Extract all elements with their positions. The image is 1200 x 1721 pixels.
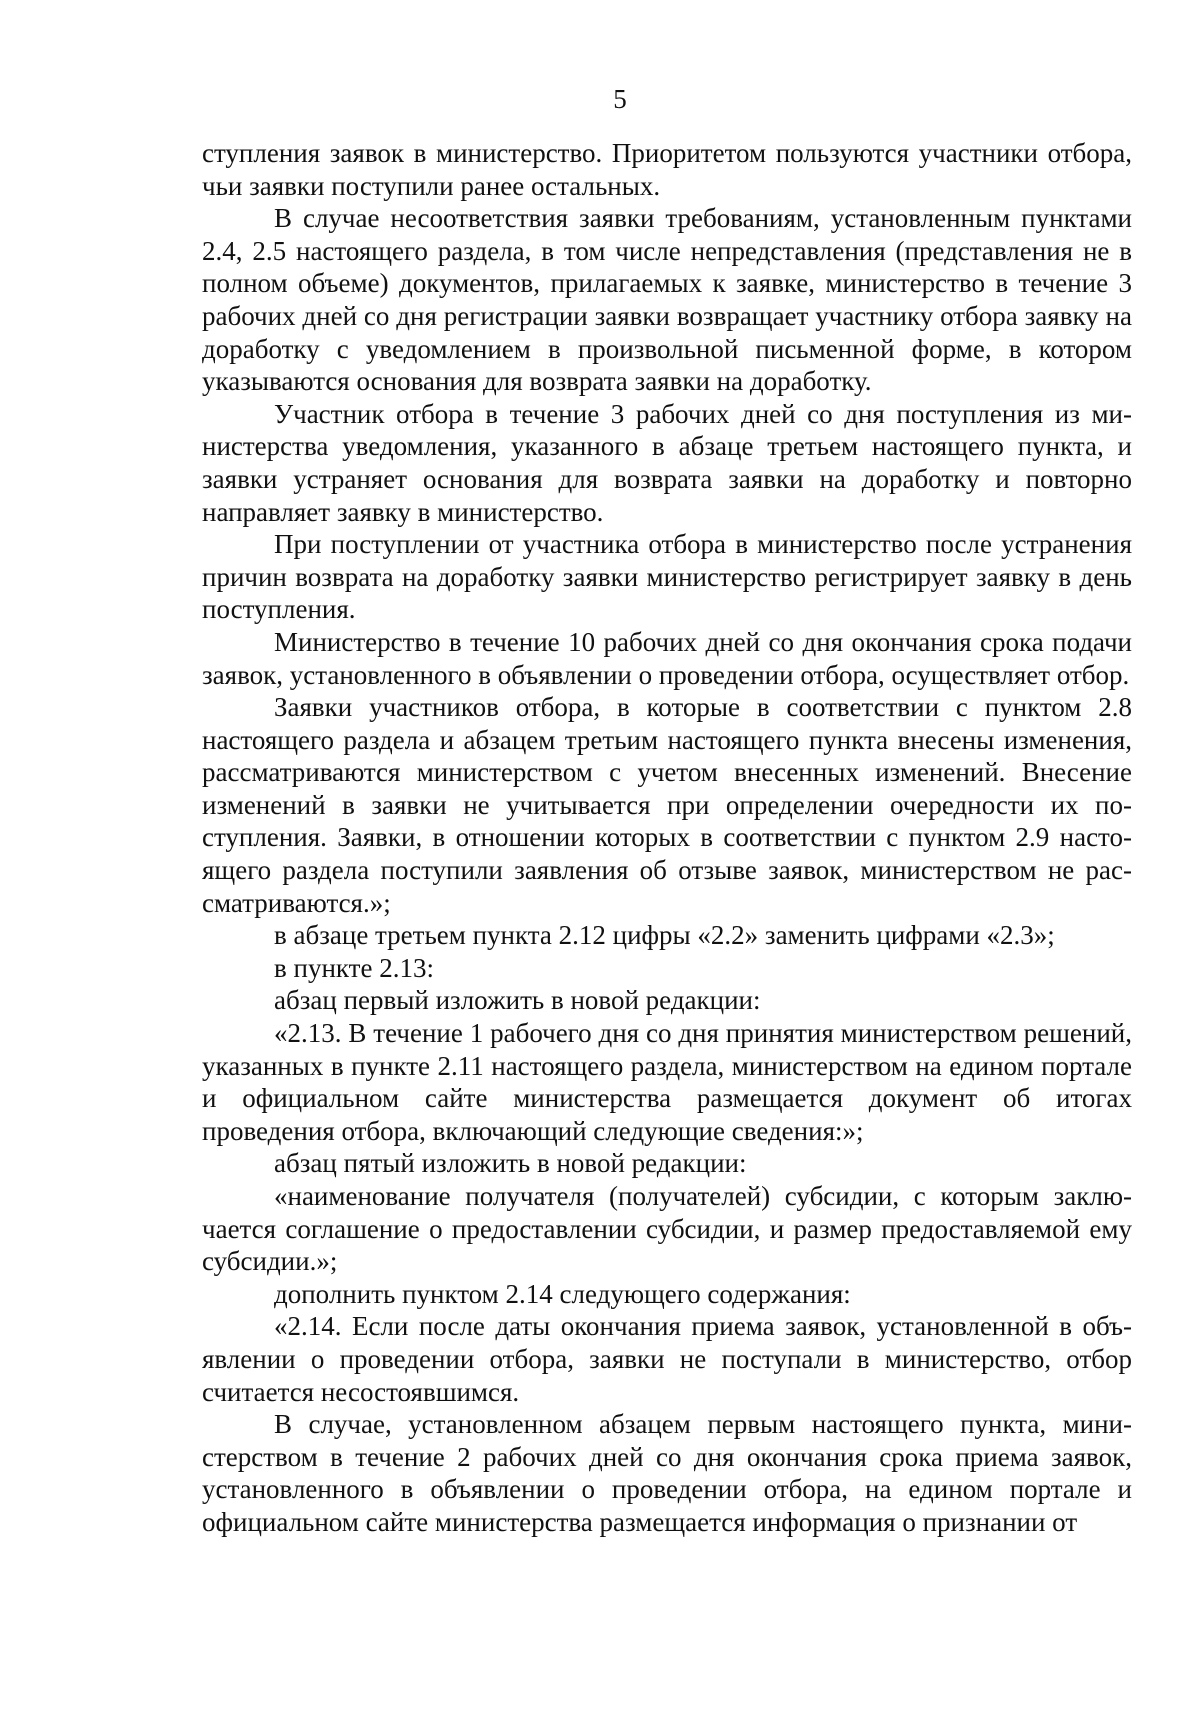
- paragraph: абзац пятый изложить в новой редакции:: [274, 1148, 747, 1179]
- paragraph: В случае, установленном абзацем первым настоящего пункта, министерством в течение 2 рабочих дней со дня окончания срока приема заявок, установленного в объявлении о проведении отбора, на едином портале и официальном сайте министерства размещается информация о признании от: [202, 1409, 1132, 1537]
- paragraph: «наименование получателя (получателей) субсидии, с которым заключается соглашение о предоставлении субсидии, и размер предоставляемой ему субсидии.»;: [202, 1181, 1132, 1277]
- paragraph: При поступлении от участника отбора в министерство после устранения причин возврата на доработку заявки министерство регистрирует заявку в день поступления.: [202, 529, 1132, 625]
- paragraph: в пункте 2.13:: [274, 952, 434, 983]
- paragraph: дополнить пунктом 2.14 следующего содержания:: [274, 1278, 851, 1309]
- page-number: 5: [613, 84, 627, 114]
- paragraph-continuation: ступления заявок в министерство. Приоритетом пользуются участники отбора, чьи заявки поступили ранее остальных.: [202, 138, 1132, 201]
- paragraph: Министерство в течение 10 рабочих дней со дня окончания срока подачи заявок, установленного в объявлении о проведении отбора, осуществляет отбор.: [202, 626, 1132, 690]
- document-body: [202, 137, 1132, 1539]
- paragraph: В случае несоответствия заявки требованиям, установленным пунктами 2.4, 2.5 настоящего раздела, в том числе непредставления (представления не в полном объеме) документов, прилагаемых к заявке, министерство в течение 3 рабочих дней со дня регистрации заявки возвращает участнику отбора заявку на доработку с уведомлением в произвольной письменной форме, в котором указываются основания для возврата заявки на доработку.: [202, 203, 1132, 397]
- paragraph: Участник отбора в течение 3 рабочих дней со дня поступления из министерства уведомления, указанного в абзаце третьем настоящего пункта, и заявки устраняет основания для возврата заявки на доработку и повторно направляет заявку в министерство.: [202, 398, 1132, 527]
- paragraph: «2.14. Если после даты окончания приема заявок, установленной в объявлении о проведении отбора, заявки не поступали в министерство, отбор считается несостоявшимся.: [202, 1311, 1132, 1407]
- paragraph: в абзаце третьем пункта 2.12 цифры «2.2» заменить цифрами «2.3»;: [274, 920, 1055, 951]
- paragraph: абзац первый изложить в новой редакции:: [274, 985, 761, 1016]
- paragraph: Заявки участников отбора, в которые в соответствии с пунктом 2.8 настоящего раздела и абзацем третьим настоящего пункта внесены изменения, рассматриваются министерством с учетом внесенных изменений. Внесение изменений в заявки не учитывается при определении очередности их поступления. Заявки, в отношении которых в соответствии с пунктом 2.9 настоящего раздела поступили заявления об отзыве заявок, министерством не рассматриваются.»;: [202, 692, 1132, 918]
- paragraph: «2.13. В течение 1 рабочего дня со дня принятия министерством решений, указанных в пункте 2.11 настоящего раздела, министерством на едином портале и официальном сайте министерства размещается документ об итогах проведения отбора, включающий следующие сведения:»;: [202, 1018, 1132, 1146]
